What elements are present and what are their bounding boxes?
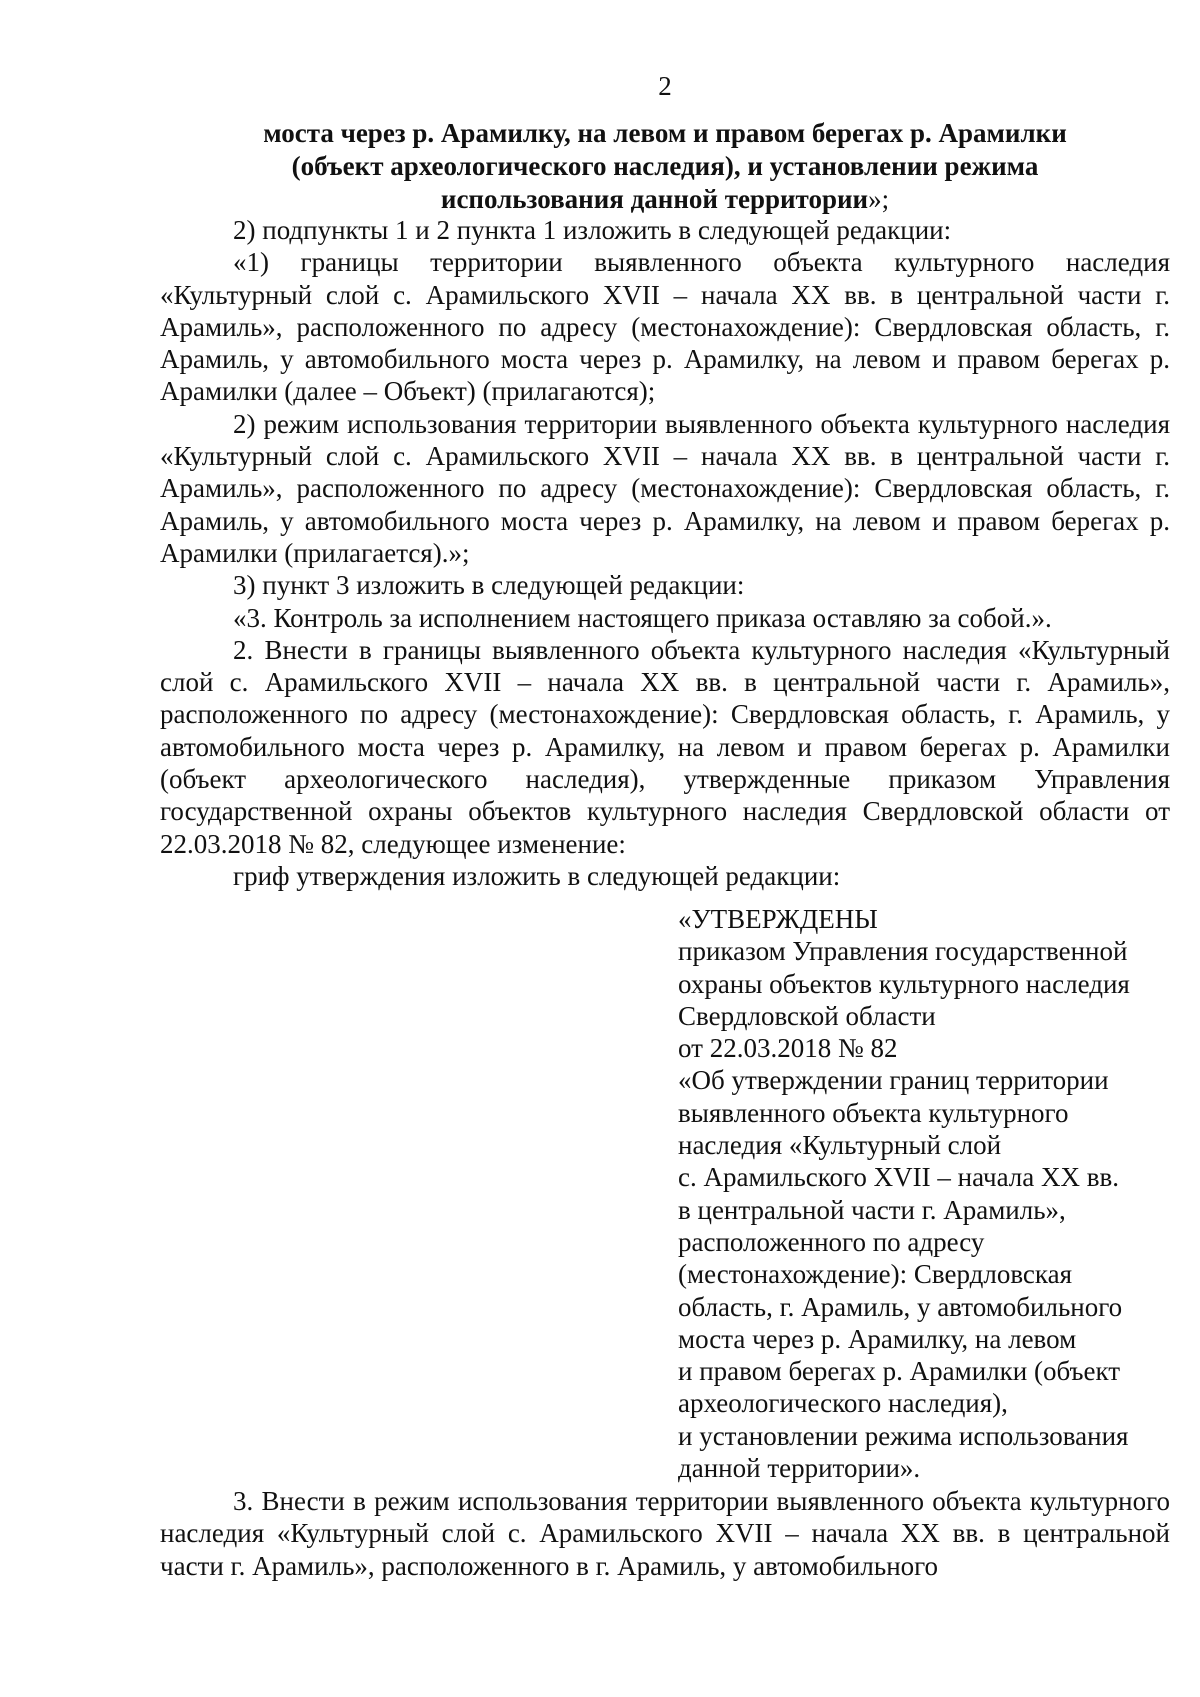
approval-stamp-block: [678, 903, 1178, 1484]
approval-line: приказом Управления государственной: [678, 936, 1128, 967]
approval-line: (местонахождение): Свердловская: [678, 1259, 1073, 1290]
approval-line: от 22.03.2018 № 82: [678, 1033, 898, 1064]
approval-line: область, г. Арамиль, у автомобильного: [678, 1291, 1123, 1322]
paragraph-subpoint-1: «1) границы территории выявленного объекта культурного наследия «Культурный слой с. Арамильского XVII – начала XX вв. в центральной части г. Арамиль», расположенного по адресу (местонахождение): Свердловская область, г. Арамиль, у автомобильного моста через р. Арамилку, на левом и правом берегах р. Арамилки (далее – Объект) (прилагаются);: [160, 247, 1170, 407]
approval-line: наследия «Культурный слой: [678, 1130, 1002, 1161]
approval-line: данной территории».: [678, 1453, 921, 1484]
closing-text: [160, 1485, 1170, 1582]
body-text: [160, 214, 1170, 892]
approval-line: расположенного по адресу: [678, 1226, 985, 1257]
approval-line: Свердловской области: [678, 1000, 936, 1031]
approval-line: охраны объектов культурного наследия: [678, 968, 1130, 999]
page-number: 2: [658, 71, 672, 101]
approval-line: «Об утверждении границ территории: [678, 1065, 1109, 1096]
approval-line: с. Арамильского XVII – начала XX вв.: [678, 1162, 1120, 1193]
approval-line: археологического наследия),: [678, 1388, 1008, 1419]
paragraph-approval-intro: гриф утверждения изложить в следующей редакции:: [233, 860, 841, 891]
paragraph-item-3: 3. Внести в режим использования территории выявленного объекта культурного наследия «Культурный слой с. Арамильского XVII – начала XX вв. в центральной части г. Арамиль», расположенного в г. Арамиль, у автомобильного: [160, 1486, 1170, 1581]
paragraph-subpoints-intro: 2) подпункты 1 и 2 пункта 1 изложить в следующей редакции:: [233, 215, 952, 245]
approval-line: и правом берегах р. Арамилки (объект: [678, 1356, 1121, 1387]
approval-line: «УТВЕРЖДЕНЫ: [678, 904, 878, 934]
approval-line: и установлении режима использования: [678, 1420, 1129, 1451]
approval-line: моста через р. Арамилку, на левом: [678, 1323, 1077, 1354]
heading-line-3-text: использования данной территории: [440, 184, 869, 214]
paragraph-subpoint-2: 2) режим использования территории выявленного объекта культурного наследия «Культурный слой с. Арамильского XVII – начала XX вв. в центральной части г. Арамиль», расположенного по адресу (местонахождение): Свердловская область, г. Арамиль, у автомобильного моста через р. Арамилку, на левом и правом берегах р. Арамилки (прилагается).»;: [160, 408, 1170, 568]
heading-line-3-tail: »;: [868, 184, 890, 214]
paragraph-point-3-text: «3. Контроль за исполнением настоящего приказа оставляю за собой.».: [233, 602, 1052, 633]
paragraph-point-3-intro: 3) пункт 3 изложить в следующей редакции:: [233, 570, 745, 601]
heading-continuation: [160, 117, 1170, 216]
approval-line: в центральной части г. Арамиль»,: [678, 1194, 1066, 1225]
approval-line: выявленного объекта культурного: [678, 1097, 1069, 1128]
heading-line-1: моста через р. Арамилку, на левом и правом берегах р. Арамилки: [263, 118, 1067, 148]
paragraph-item-2: 2. Внести в границы выявленного объекта культурного наследия «Культурный слой с. Арамильского XVII – начала XX вв. в центральной части г. Арамиль», расположенного по адресу (местонахождение): Свердловская область, г. Арамиль, у автомобильного моста через р. Арамилку, на левом и правом берегах р. Арамилки (объект археологического наследия), утвержденные приказом Управления государственной охраны объектов культурного наследия Свердловской области от 22.03.2018 № 82, следующее изменение:: [160, 634, 1170, 859]
heading-line-2: (объект археологического наследия), и установлении режима: [291, 151, 1039, 181]
heading-line-3: [160, 183, 1170, 216]
